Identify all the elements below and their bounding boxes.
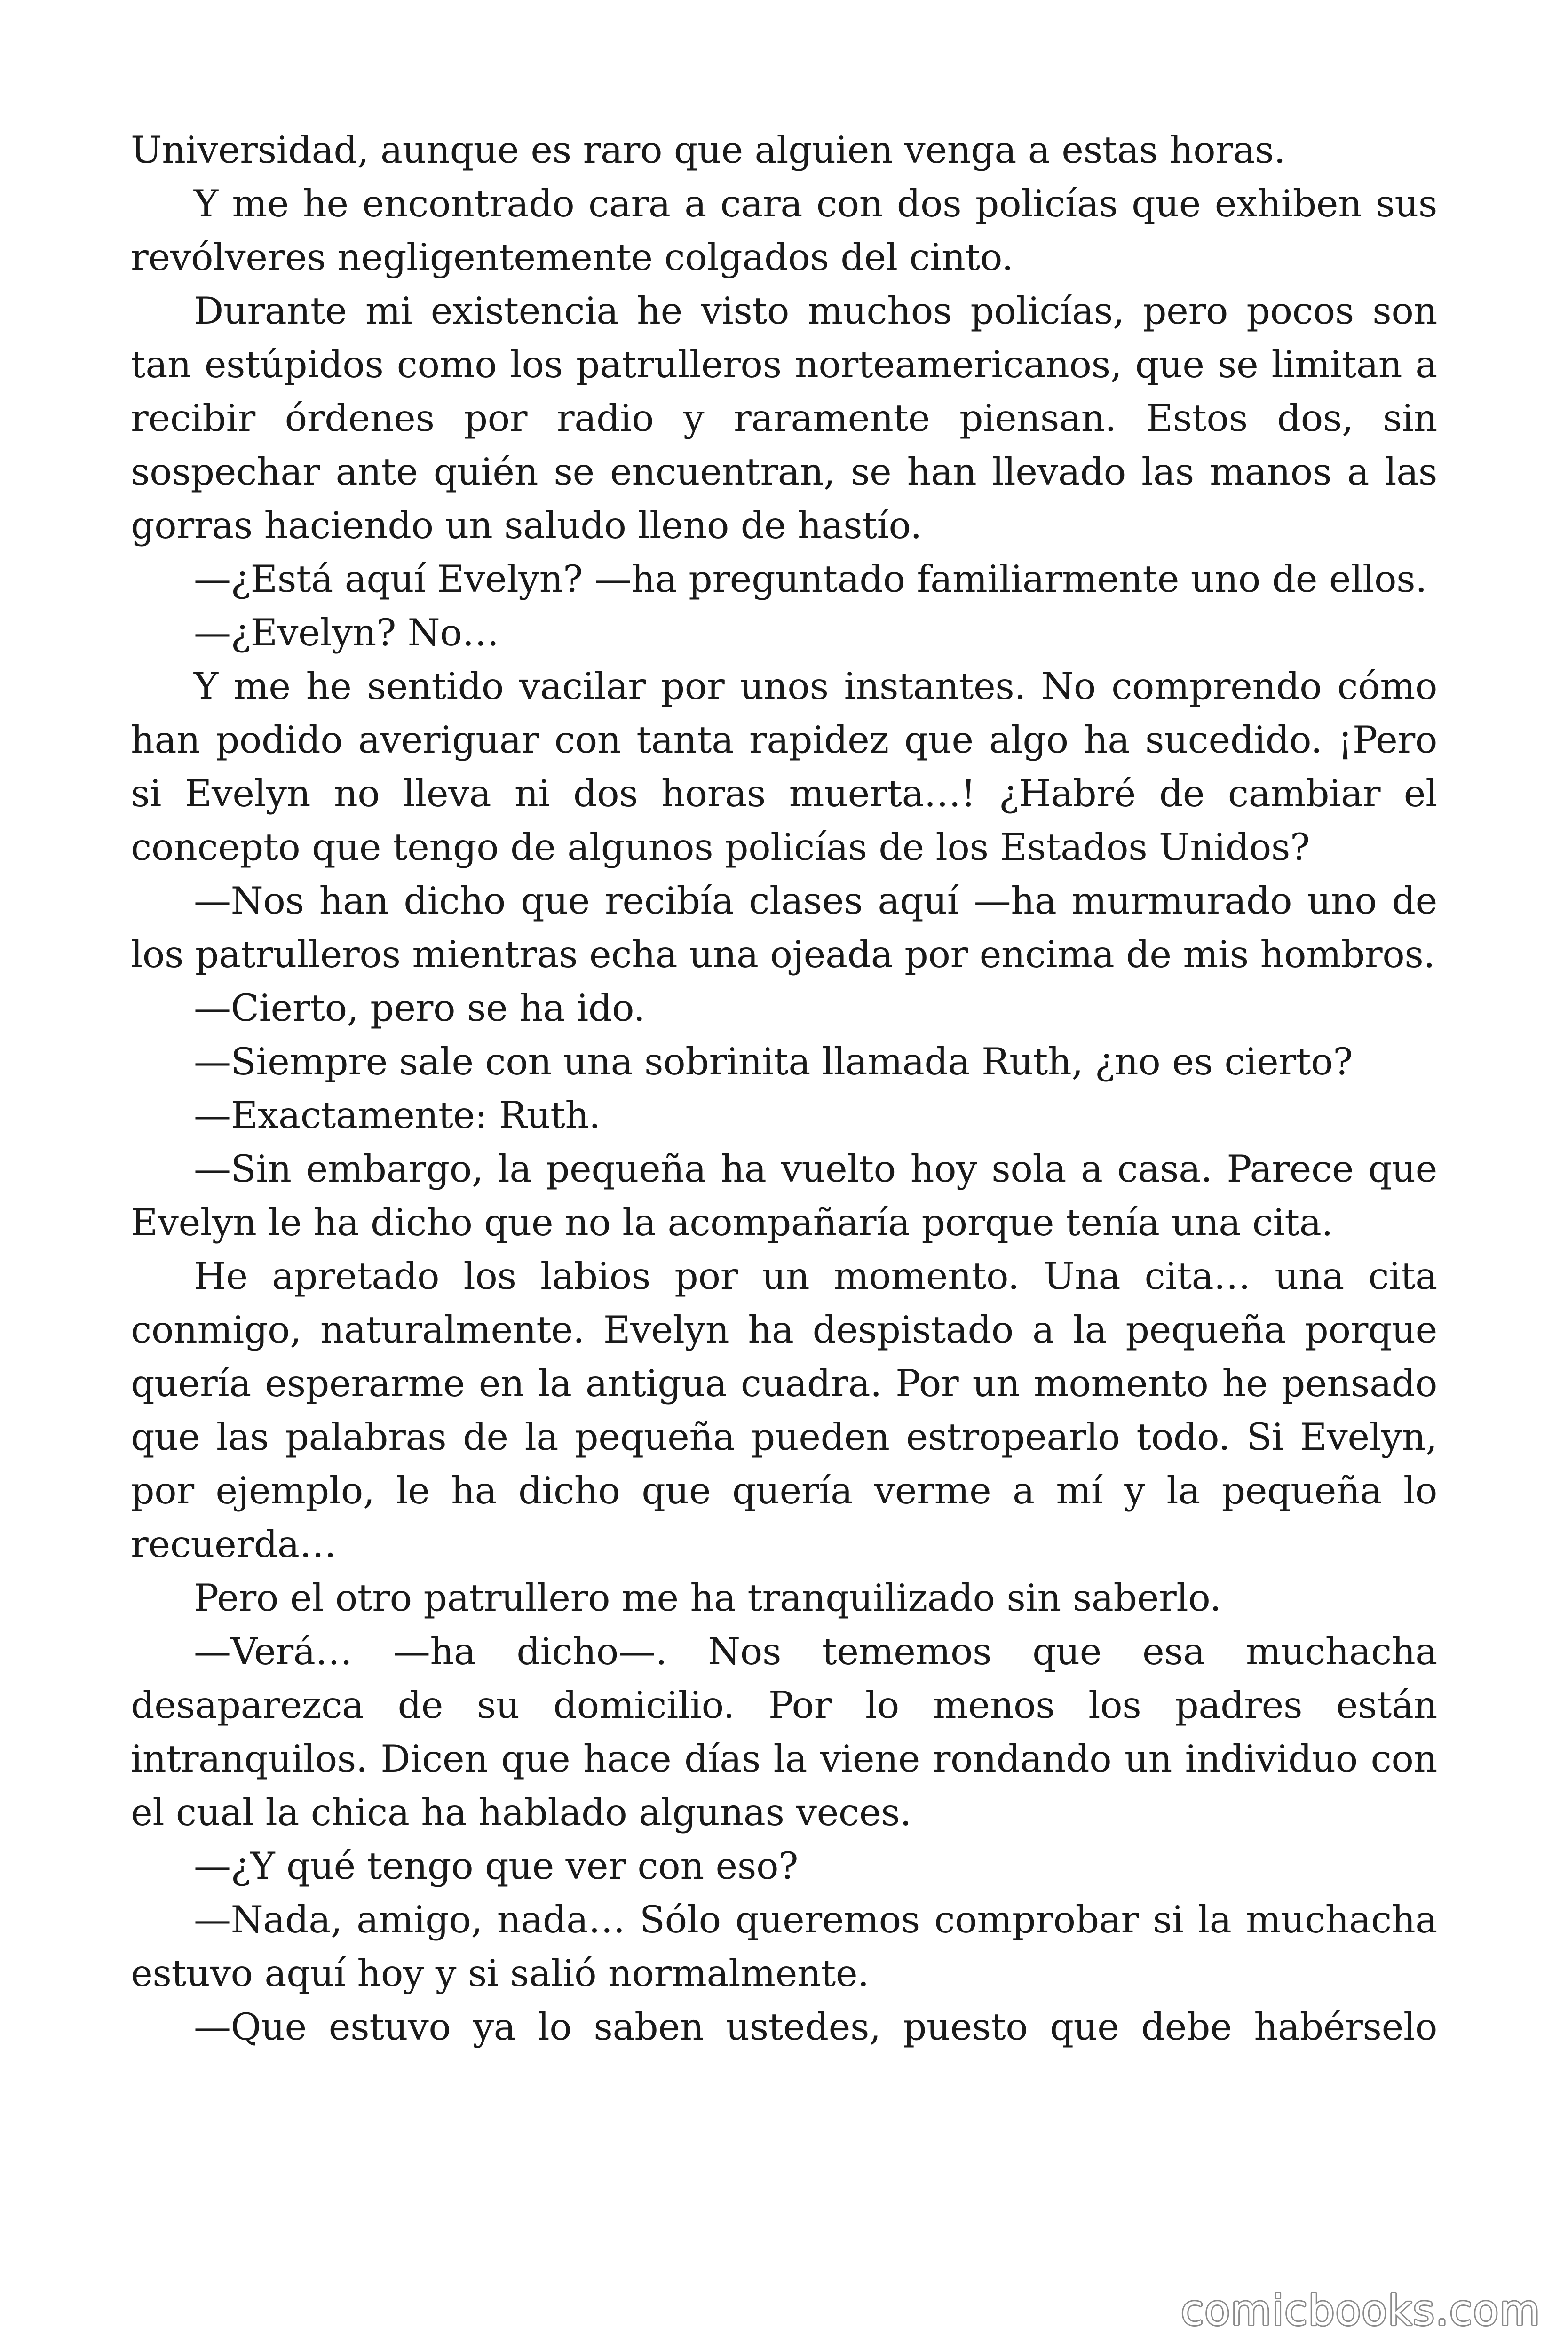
watermark: comicbooks.com (1180, 2286, 1541, 2335)
paragraph: —Nos han dicho que recibía clases aquí —ha murmurado uno de los patrulleros mientras echa una ojeada por encima de mis hombros. (131, 879, 1437, 976)
paragraph: —¿Y qué tengo que ver con eso? (194, 1844, 799, 1888)
paragraph: He apretado los labios por un momento. Una cita… una cita conmigo, naturalmente. Evelyn ha despistado a la pequeña porque quería esperarme en la antigua cuadra. Por un momento he pensado que las palabras de la pequeña pueden estropearlo todo. Si Evelyn, por ejemplo, le ha dicho que quería verme a mí y la pequeña lo recuerda… (131, 1255, 1437, 1566)
paragraph: Pero el otro patrullero me ha tranquilizado sin saberlo. (194, 1576, 1221, 1620)
paragraph: —Exactamente: Ruth. (194, 1094, 601, 1137)
paragraph: —¿Evelyn? No… (194, 611, 499, 654)
paragraph: —¿Está aquí Evelyn? —ha preguntado familiarmente uno de ellos. (194, 557, 1427, 601)
paragraph: Durante mi existencia he visto muchos policías, pero pocos son tan estúpidos como los patrulleros norteamericanos, que se limitan a recibir órdenes por radio y raramente piensan. Estos dos, sin sospechar ante quién se encuentran, se han llevado las manos a las gorras haciendo un saludo lleno de hastío. (131, 289, 1437, 547)
paragraph: Y me he encontrado cara a cara con dos policías que exhiben sus revólveres negligentemente colgados del cinto. (131, 182, 1437, 279)
paragraph: —Nada, amigo, nada… Sólo queremos comprobar si la muchacha estuvo aquí hoy y si salió normalmente. (131, 1898, 1437, 1995)
paragraph: Y me he sentido vacilar por unos instantes. No comprendo cómo han podido averiguar con tanta rapidez que algo ha sucedido. ¡Pero si Evelyn no lleva ni dos horas muerta…! ¿Habré de cambiar el concepto que tengo de algunos policías de los Estados Unidos? (131, 665, 1437, 869)
paragraph: —Siempre sale con una sobrinita llamada Ruth, ¿no es cierto? (194, 1040, 1353, 1083)
paragraph: —Cierto, pero se ha ido. (194, 986, 645, 1030)
paragraph: —Verá… —ha dicho—. Nos tememos que esa muchacha desaparezca de su domicilio. Por lo menos los padres están intranquilos. Dicen que hace días la viene rondando un individuo con el cual la chica ha hablado algunas veces. (131, 1630, 1437, 1834)
paragraph: —Sin embargo, la pequeña ha vuelto hoy sola a casa. Parece que Evelyn le ha dicho que no la acompañaría porque tenía una cita. (131, 1147, 1437, 1244)
paragraph: Universidad, aunque es raro que alguien venga a estas horas. (131, 128, 1286, 172)
page-body (131, 123, 1437, 2054)
paragraph-last: —Que estuvo ya lo saben ustedes, puesto que debe habérselo (194, 2005, 1437, 2049)
